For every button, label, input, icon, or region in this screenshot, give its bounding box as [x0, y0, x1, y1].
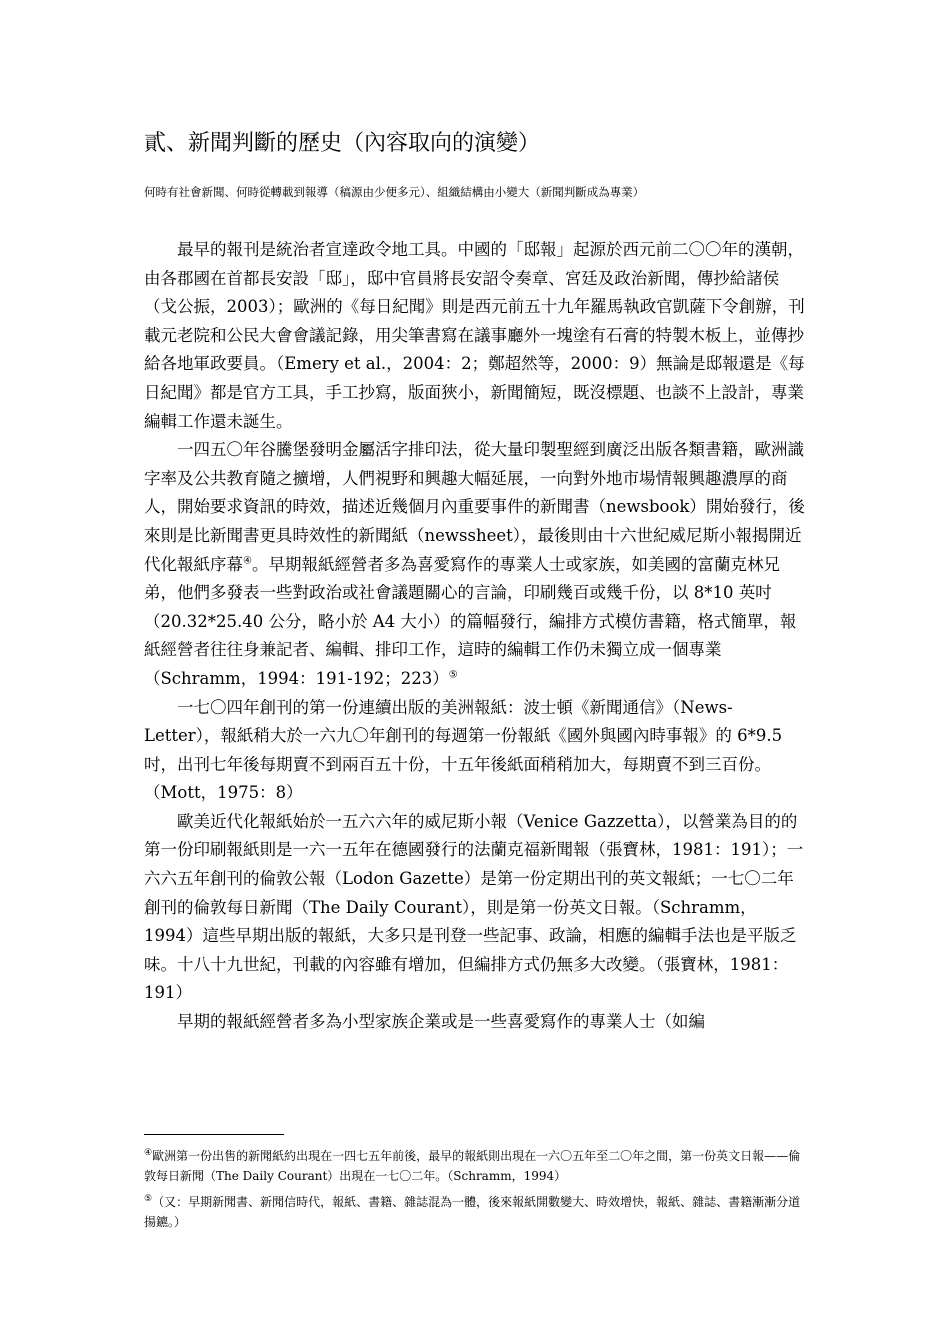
paragraph: 早期的報紙經營者多為小型家族企業或是一些喜愛寫作的專業人士（如編: [177, 1012, 705, 1032]
footnote-ref[interactable]: ④: [243, 555, 252, 567]
paragraph-text: 。早期報紙經營者多為喜愛寫作的專業人士或家族，如美國的富蘭克林兄弟，他們多發表一些對政治或社會議題關心的言論，印刷幾百或幾千份，以 8*10 英吋（20.32*25.40 公分，略小於 A4 大小）的篇幅發行，編排方式模仿書籍，格式簡單，報紙經營者往往身兼記者、編輯、排印工作，這時的編輯工作仍未獨立成一個專業（Schramm，1994：191-192；223）: [144, 554, 797, 688]
paragraph: 最早的報刊是統治者宣達政令地工具。中國的「邸報」起源於西元前二〇〇年的漢朝，由各郡國在首都長安設「邸」，邸中官員將長安詔令奏章、宮廷及政治新聞，傳抄給諸侯（戈公振，2003）；歐洲的《每日紀聞》則是西元前五十九年羅馬執政官凱薩下令創辦，刊載元老院和公民大會會議記錄，用尖筆書寫在議事廳外一塊塗有石膏的特製木板上，並傳抄給各地軍政要員。（Emery et al.，2004：2；鄭超然等，2000：9）無論是邸報還是《每日紀聞》都是官方工具，手工抄寫，版面狹小，新聞簡短，既沒標題、也談不上設計，專業編輯工作還未誕生。: [144, 240, 805, 431]
footnote: [144, 1146, 806, 1186]
footnote-divider: [144, 1134, 284, 1135]
paragraph-text: 一四五〇年谷騰堡發明金屬活字排印法，從大量印製聖經到廣泛出版各類書籍，歐洲識字率及公共教育隨之擴增，人們視野和興趣大幅延展，一向對外地市場情報興趣濃厚的商人，開始要求資訊的時效，描述近幾個月內重要事件的新聞書（newsbook）開始發行，後來則是比新聞書更具時效性的新聞紙（newssheet），最後則由十六世紀威尼斯小報揭開近代化報紙序幕: [144, 440, 805, 574]
footnote: [144, 1192, 806, 1232]
paragraph: 歐美近代化報紙始於一五六六年的威尼斯小報（Venice Gazzetta），以營業為目的的第一份印刷報紙則是一六一五年在德國發行的法蘭克福新聞報（張寶林，1981：191）；一六六五年創刊的倫敦公報（Lodon Gazette）是第一份定期出刊的英文報紙；一七〇二年創刊的倫敦每日新聞（The Daily Courant），則是第一份英文日報。（Schramm，1994）這些早期出版的報紙，大多只是刊登一些記事、政論，相應的編輯手法也是平版乏味。十八十九世紀，刊載的內容雖有增加，但編排方式仍無多大改變。（張寶林，1981：191）: [144, 811, 804, 1003]
paragraph: 一七〇四年創刊的第一份連續出版的美洲報紙：波士頓《新聞通信》（News-Letter），報紙稍大於一六九〇年創刊的每週第一份報紙《國外與國內時事報》的 6*9.5 吋，出刊七年後每期賣不到兩百五十份，十五年後紙面稍稍加大，每期賣不到三百份。（Mott，1975：8）: [144, 697, 783, 803]
footnote-mark: ⑤: [144, 1194, 153, 1204]
paragraph: [144, 436, 806, 693]
footnote-ref[interactable]: ⑤: [448, 669, 458, 681]
footnote-text: 歐洲第一份出售的新聞紙約出現在一四七五年前後，最早的報紙則出現在一六〇五年至二〇年之間，第一份英文日報——倫敦每日新聞（The Daily Courant）出現在一七〇二年。（Schramm，1994）: [144, 1149, 801, 1183]
body-text: [144, 236, 806, 1037]
footnotes: [144, 1146, 806, 1238]
footnote-mark: ④: [144, 1148, 153, 1158]
footnote-text: （又：早期新聞書、新聞信時代，報紙、書籍、雜誌混為一體，後來報紙開數變大、時效增快，報紙、雜誌、書籍漸漸分道揚鑣。）: [144, 1195, 801, 1229]
section-heading: 貳、新聞判斷的歷史（內容取向的演變）: [144, 131, 541, 156]
section-subtitle: 何時有社會新聞、何時從轉載到報導（稿源由少便多元）、組織結構由小變大（新聞判斷成為專業）: [144, 185, 645, 199]
